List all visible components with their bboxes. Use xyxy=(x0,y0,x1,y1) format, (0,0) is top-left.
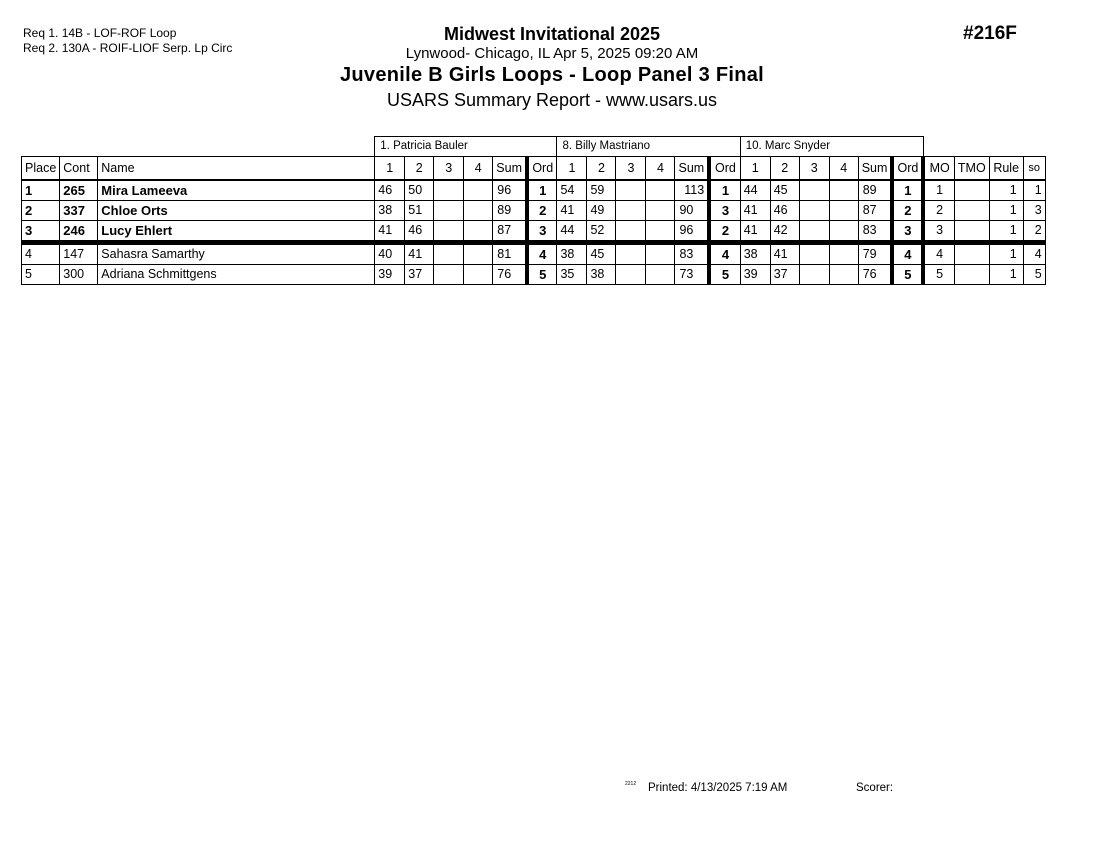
judge-3-score-1: 41 xyxy=(740,221,770,243)
mo-cell: 5 xyxy=(923,265,954,285)
judge-2-score-1: 41 xyxy=(557,201,587,221)
judge-2-ord: 2 xyxy=(709,221,740,243)
rule-cell: 1 xyxy=(989,265,1023,285)
judge-2-score-3 xyxy=(616,180,646,201)
col-j3-s4: 4 xyxy=(829,157,858,181)
scorer-label: Scorer: xyxy=(856,782,894,794)
judge-2-name: 8. Billy Mastriano xyxy=(557,137,740,157)
table-row xyxy=(22,265,1046,285)
judge-1-sum: 81 xyxy=(493,243,527,265)
tmo-cell xyxy=(954,180,989,201)
cont-cell: 337 xyxy=(60,201,98,221)
cont-cell: 246 xyxy=(60,221,98,243)
judge-1-score-4 xyxy=(464,221,493,243)
so-cell: 5 xyxy=(1023,265,1045,285)
judge-3-ord: 4 xyxy=(892,243,923,265)
judge-3-score-3 xyxy=(799,180,829,201)
judge-2-score-2: 59 xyxy=(587,180,616,201)
judge-3-score-2: 37 xyxy=(770,265,799,285)
judge-3-ord: 5 xyxy=(892,265,923,285)
judge-2-score-4 xyxy=(646,265,675,285)
table-row xyxy=(22,201,1046,221)
col-tmo: TMO xyxy=(954,157,989,181)
judge-1-ord: 4 xyxy=(527,243,557,265)
judge-1-ord: 1 xyxy=(527,180,557,201)
judge-1-score-1: 38 xyxy=(375,201,405,221)
judge-1-score-2: 37 xyxy=(405,265,434,285)
judge-1-ord: 3 xyxy=(527,221,557,243)
so-cell: 4 xyxy=(1023,243,1045,265)
judge-2-sum: 73 xyxy=(675,265,709,285)
judge-1-score-2: 46 xyxy=(405,221,434,243)
judge-3-sum: 87 xyxy=(858,201,892,221)
judge-3-score-2: 42 xyxy=(770,221,799,243)
judge-2-score-4 xyxy=(646,221,675,243)
judge-2-score-2: 49 xyxy=(587,201,616,221)
col-j3-s1: 1 xyxy=(740,157,770,181)
col-mo: MO xyxy=(923,157,954,181)
judge-2-score-3 xyxy=(616,265,646,285)
spacer xyxy=(22,137,375,157)
judge-2-score-3 xyxy=(616,221,646,243)
cont-cell: 147 xyxy=(60,243,98,265)
name-cell: Sahasra Samarthy xyxy=(98,243,375,265)
judge-1-score-2: 41 xyxy=(405,243,434,265)
cont-cell: 265 xyxy=(60,180,98,201)
event-code: #216F xyxy=(963,23,1017,44)
tmo-cell xyxy=(954,201,989,221)
judge-2-score-3 xyxy=(616,243,646,265)
judge-2-score-1: 38 xyxy=(557,243,587,265)
judge-3-score-1: 39 xyxy=(740,265,770,285)
results-table xyxy=(21,136,1046,285)
col-name: Name xyxy=(98,157,375,181)
col-j2-ord: Ord xyxy=(709,157,740,181)
judge-1-score-4 xyxy=(464,265,493,285)
judge-2-sum: 113 xyxy=(675,180,709,201)
col-j1-s1: 1 xyxy=(375,157,405,181)
judge-3-ord: 1 xyxy=(892,180,923,201)
judge-1-score-3 xyxy=(434,265,464,285)
judge-1-score-3 xyxy=(434,243,464,265)
judge-1-score-4 xyxy=(464,243,493,265)
judge-3-sum: 89 xyxy=(858,180,892,201)
judge-1-score-1: 39 xyxy=(375,265,405,285)
place-cell: 1 xyxy=(22,180,60,201)
judge-2-ord: 1 xyxy=(709,180,740,201)
judge-2-score-1: 35 xyxy=(557,265,587,285)
cont-cell: 300 xyxy=(60,265,98,285)
rule-cell: 1 xyxy=(989,180,1023,201)
tmo-cell xyxy=(954,243,989,265)
judge-2-score-4 xyxy=(646,201,675,221)
so-cell: 2 xyxy=(1023,221,1045,243)
requirement-2: Req 2. 130A - ROIF-LIOF Serp. Lp Circ xyxy=(23,41,233,55)
version-label: 2212 xyxy=(625,781,637,787)
mo-cell: 1 xyxy=(923,180,954,201)
judge-3-score-3 xyxy=(799,221,829,243)
location-date: Lynwood- Chicago, IL Apr 5, 2025 09:20 AM xyxy=(405,45,699,62)
table-row xyxy=(22,221,1046,243)
mo-cell: 2 xyxy=(923,201,954,221)
col-j3-s2: 2 xyxy=(770,157,799,181)
place-cell: 4 xyxy=(22,243,60,265)
judge-2-score-3 xyxy=(616,201,646,221)
tmo-cell xyxy=(954,265,989,285)
judge-3-ord: 2 xyxy=(892,201,923,221)
judge-2-ord: 5 xyxy=(709,265,740,285)
spacer xyxy=(923,137,1045,157)
judge-1-name: 1. Patricia Bauler xyxy=(375,137,557,157)
judge-2-score-2: 52 xyxy=(587,221,616,243)
judge-3-score-2: 41 xyxy=(770,243,799,265)
judge-1-sum: 87 xyxy=(493,221,527,243)
tmo-cell xyxy=(954,221,989,243)
mo-cell: 3 xyxy=(923,221,954,243)
judge-1-score-1: 40 xyxy=(375,243,405,265)
place-cell: 5 xyxy=(22,265,60,285)
judge-2-score-4 xyxy=(646,243,675,265)
rule-cell: 1 xyxy=(989,221,1023,243)
judge-3-score-4 xyxy=(829,243,858,265)
col-rule: Rule xyxy=(989,157,1023,181)
name-cell: Chloe Orts xyxy=(98,201,375,221)
col-place: Place xyxy=(22,157,60,181)
place-cell: 2 xyxy=(22,201,60,221)
judge-2-score-4 xyxy=(646,180,675,201)
so-cell: 3 xyxy=(1023,201,1045,221)
judge-3-ord: 3 xyxy=(892,221,923,243)
judge-2-sum: 96 xyxy=(675,221,709,243)
column-header-row xyxy=(22,157,1046,181)
judge-3-score-4 xyxy=(829,265,858,285)
table-row xyxy=(22,243,1046,265)
judge-2-sum: 83 xyxy=(675,243,709,265)
judge-2-ord: 3 xyxy=(709,201,740,221)
judge-1-score-3 xyxy=(434,221,464,243)
judge-1-score-4 xyxy=(464,201,493,221)
judge-header-row xyxy=(22,137,1046,157)
judge-3-score-3 xyxy=(799,265,829,285)
col-j2-s4: 4 xyxy=(646,157,675,181)
table-row xyxy=(22,180,1046,201)
place-cell: 3 xyxy=(22,221,60,243)
col-j1-s4: 4 xyxy=(464,157,493,181)
col-j1-s3: 3 xyxy=(434,157,464,181)
col-j2-s3: 3 xyxy=(616,157,646,181)
judge-3-score-1: 41 xyxy=(740,201,770,221)
name-cell: Lucy Ehlert xyxy=(98,221,375,243)
col-j2-s2: 2 xyxy=(587,157,616,181)
judge-3-score-4 xyxy=(829,180,858,201)
judge-1-score-4 xyxy=(464,180,493,201)
judge-1-score-2: 50 xyxy=(405,180,434,201)
printed-timestamp: Printed: 4/13/2025 7:19 AM xyxy=(648,782,788,794)
so-cell: 1 xyxy=(1023,180,1045,201)
judge-2-sum: 90 xyxy=(675,201,709,221)
judge-3-sum: 83 xyxy=(858,221,892,243)
judge-1-ord: 2 xyxy=(527,201,557,221)
col-j3-sum: Sum xyxy=(858,157,892,181)
judge-2-score-1: 54 xyxy=(557,180,587,201)
judge-1-score-1: 41 xyxy=(375,221,405,243)
judge-1-sum: 89 xyxy=(493,201,527,221)
col-j3-s3: 3 xyxy=(799,157,829,181)
col-j2-sum: Sum xyxy=(675,157,709,181)
rule-cell: 1 xyxy=(989,243,1023,265)
judge-3-score-1: 38 xyxy=(740,243,770,265)
col-cont: Cont xyxy=(60,157,98,181)
judge-3-score-4 xyxy=(829,221,858,243)
event-title: Juvenile B Girls Loops - Loop Panel 3 Final xyxy=(339,64,765,86)
requirement-1: Req 1. 14B - LOF-ROF Loop xyxy=(23,26,177,40)
col-j1-sum: Sum xyxy=(493,157,527,181)
name-cell: Adriana Schmittgens xyxy=(98,265,375,285)
judge-3-score-3 xyxy=(799,243,829,265)
judge-3-sum: 79 xyxy=(858,243,892,265)
judge-3-score-3 xyxy=(799,201,829,221)
judge-1-score-3 xyxy=(434,201,464,221)
judge-2-ord: 4 xyxy=(709,243,740,265)
judge-2-score-2: 38 xyxy=(587,265,616,285)
judge-1-ord: 5 xyxy=(527,265,557,285)
judge-3-score-2: 46 xyxy=(770,201,799,221)
col-so: so xyxy=(1023,157,1045,181)
judge-3-score-1: 44 xyxy=(740,180,770,201)
rule-cell: 1 xyxy=(989,201,1023,221)
judge-1-sum: 76 xyxy=(493,265,527,285)
judge-1-score-2: 51 xyxy=(405,201,434,221)
name-cell: Mira Lameeva xyxy=(98,180,375,201)
judge-3-score-2: 45 xyxy=(770,180,799,201)
judge-3-score-4 xyxy=(829,201,858,221)
mo-cell: 4 xyxy=(923,243,954,265)
judge-1-sum: 96 xyxy=(493,180,527,201)
judge-1-score-1: 46 xyxy=(375,180,405,201)
judge-3-name: 10. Marc Snyder xyxy=(740,137,923,157)
judge-2-score-1: 44 xyxy=(557,221,587,243)
col-j2-s1: 1 xyxy=(557,157,587,181)
judge-3-sum: 76 xyxy=(858,265,892,285)
col-j1-s2: 2 xyxy=(405,157,434,181)
col-j3-ord: Ord xyxy=(892,157,923,181)
event-name: Midwest Invitational 2025 xyxy=(443,24,661,44)
judge-2-score-2: 45 xyxy=(587,243,616,265)
col-j1-ord: Ord xyxy=(527,157,557,181)
judge-1-score-3 xyxy=(434,180,464,201)
report-title: USARS Summary Report - www.usars.us xyxy=(386,90,718,110)
